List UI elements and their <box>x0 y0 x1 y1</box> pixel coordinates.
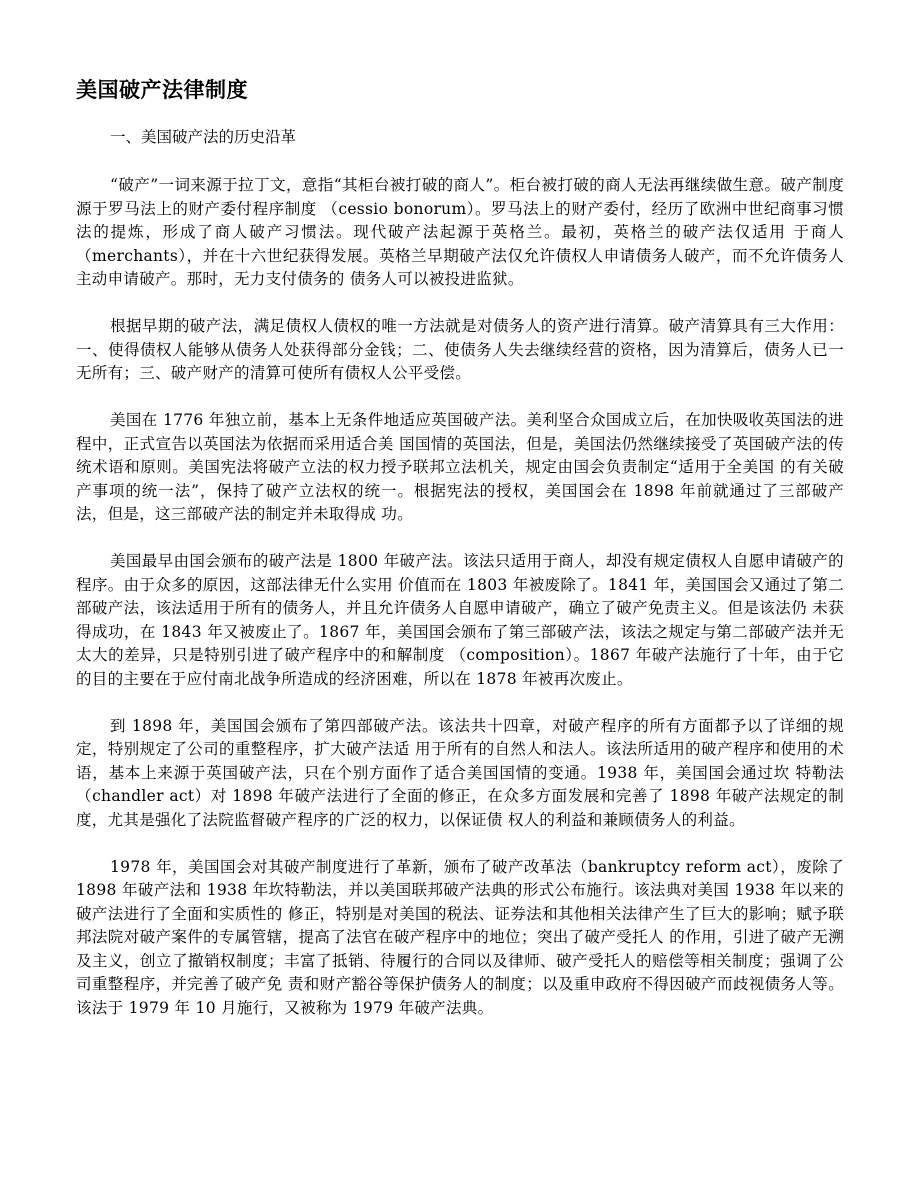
paragraph-us-adoption: 美国在 1776 年独立前，基本上无条件地适应英国破产法。美利坚合众国成立后，在加快吸收英国法的进程中，正式宣告以英国法为依据而采用适合美 国国情的英国法，但是，美国法仍然继续接受了英国破产法的传统术语和原则。美国宪法将破产立法的权力授予联邦立法机关，规定由国会负责制定“适用于全美国 的有关破产事项的统一法”，保持了破产立法权的统一。根据宪法的授权，美国国会在 1898 年前就通过了三部破产法，但是，这三部破产法的制定并未取得成 功。 <box>76 411 844 523</box>
section-heading: 一、美国破产法的历史沿革 <box>110 128 297 146</box>
paragraph-1978-reform: 1978 年，美国国会对其破产制度进行了革新，颁布了破产改革法（bankruptcy reform act），废除了 1898 年破产法和 1938 年坎特勒法，并以美国联邦破产法典的形式公布施行。该法典对美国 1938 年以来的破产法进行了全面和实质性的 修正，特别是对美国的税法、证券法和其他相关法律产生了巨大的影响；赋予联邦法院对破产案件的专属管辖，提高了法官在破产程序中的地位；突出了破产受托人 的作用，引进了破产无溯及主义，创立了撤销权制度；丰富了抵销、待履行的合同以及律师、破产受托人的赔偿等相关制度；强调了公司重整程序，并完善了破产免 责和财产豁谷等保护债务人的制度；以及重申政府不得因破产而歧视债务人等。该法于 1979 年 10 月施行，又被称为 1979 年破产法典。 <box>76 857 844 1017</box>
paragraph-origin-of-bankruptcy: “破产”一词来源于拉丁文，意指“其柜台被打破的商人”。柜台被打破的商人无法再继续做生意。破产制度源于罗马法上的财产委付程序制度 （cessio bonorum）。罗马法上的财产委付，经历了欧洲中世纪商事习惯法的提炼，形成了商人破产习惯法。现代破产法起源于英格兰。最初，英格兰的破产法仅适用 于商人（merchants），并在十六世纪获得发展。英格兰早期破产法仅允许债权人申请债务人破产，而不允许债务人主动申请破产。那时，无力支付债务的 债务人可以被投进监狱。 <box>76 176 844 288</box>
paragraph-early-us-acts: 美国最早由国会颁布的破产法是 1800 年破产法。该法只适用于商人，却没有规定债权人自愿申请破产的程序。由于众多的原因，这部法律无什么实用 价值而在 1803 年被废除了。1841 年，美国国会又通过了第二部破产法，该法适用于所有的债务人，并且允许债务人自愿申请破产，确立了破产免责主义。但是该法仍 未获得成功，在 1843 年又被废止了。1867 年，美国国会颁布了第三部破产法，该法之规定与第二部破产法并无太大的差异，只是特别引进了破产程序中的和解制度 （composition）。1867 年破产法施行了十年，由于它的目的主要在于应付南北战争所造成的经济困难，所以在 1878 年被再次废止。 <box>76 552 844 688</box>
document-title: 美国破产法律制度 <box>76 78 248 102</box>
paragraph-early-liquidation: 根据早期的破产法，满足债权人债权的唯一方法就是对债务人的资产进行清算。破产清算具有三大作用：一、使得债权人能够从债务人处获得部分金钱；二、使债务人失去继续经营的资格，因为清算后，债务人已一无所有；三、破产财产的清算可使所有债权人公平受偿。 <box>76 317 844 382</box>
paragraph-1898-act: 到 1898 年，美国国会颁布了第四部破产法。该法共十四章，对破产程序的所有方面都予以了详细的规定，特别规定了公司的重整程序，扩大破产法适 用于所有的自然人和法人。该法所适用的破产程序和使用的术语，基本上来源于英国破产法，只在个别方面作了适合美国国情的变通。1938 年，美国国会通过坎 特勒法（chandler act）对 1898 年破产法进行了全面的修正，在众多方面发展和完善了 1898 年破产法规定的制度，尤其是强化了法院监督破产程序的广泛的权力，以保证债 权人的利益和兼顾债务人的利益。 <box>76 716 844 829</box>
document-page <box>76 76 844 1044</box>
